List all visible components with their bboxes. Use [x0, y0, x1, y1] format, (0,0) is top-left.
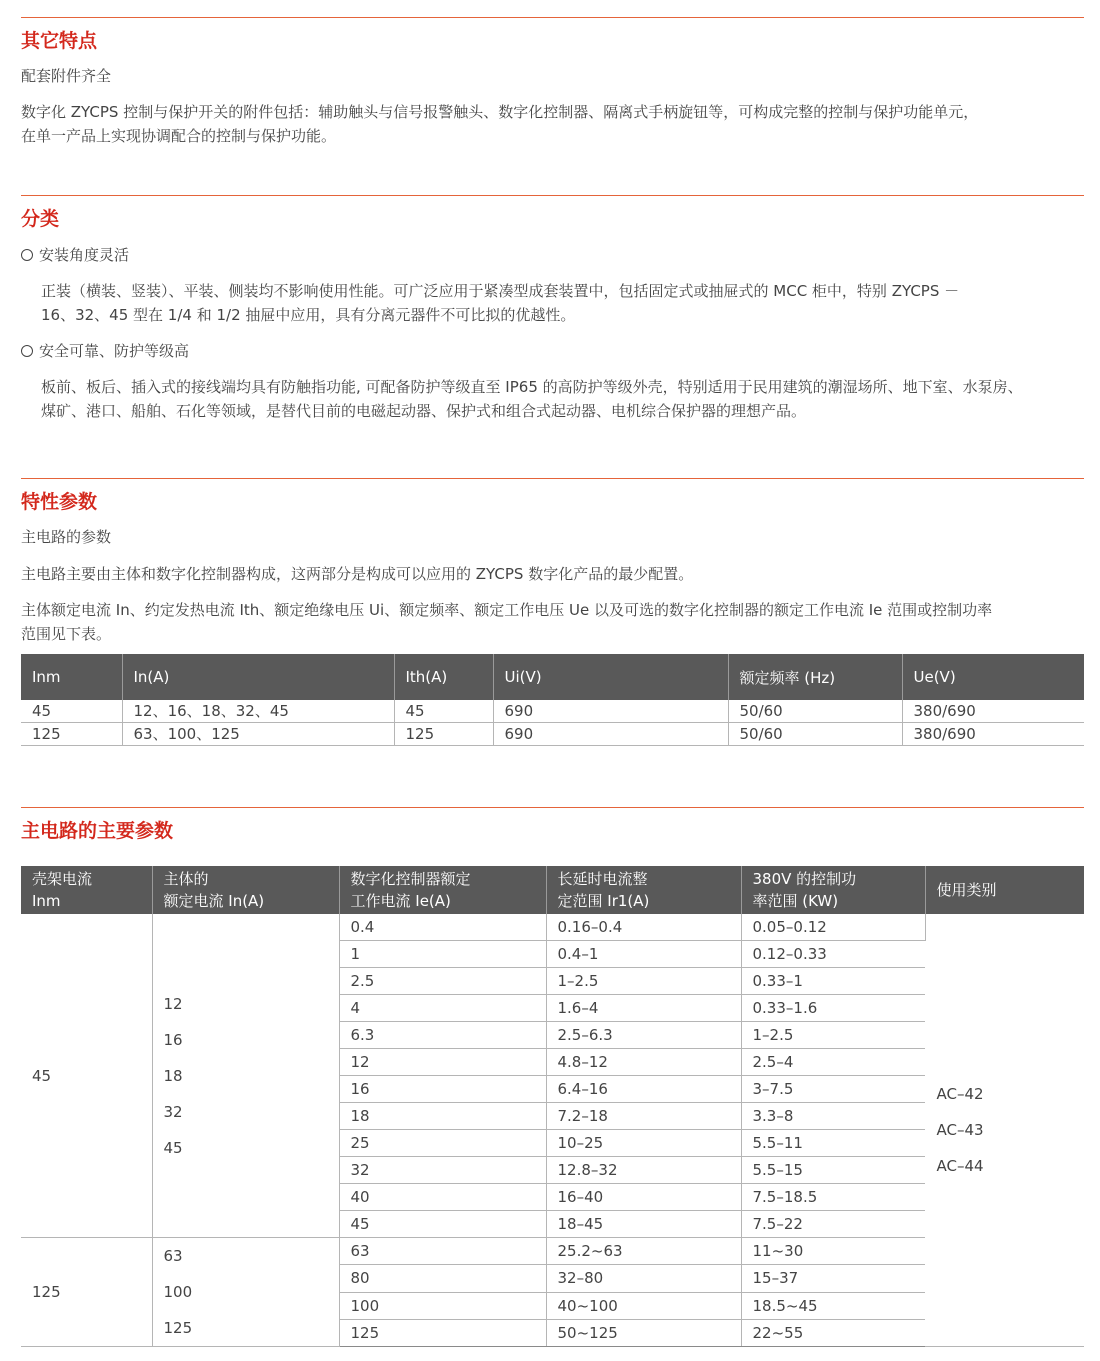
header-line: 定范围 Ir1(A) — [557, 892, 650, 910]
cell-utilization-category — [925, 914, 1084, 1347]
cell: 0.12–0.33 — [741, 941, 925, 968]
cell-body-rated-current — [152, 1238, 339, 1347]
cell: 18–45 — [546, 1211, 741, 1238]
cell: 2.5–4 — [741, 1049, 925, 1076]
cell: 100 — [339, 1292, 546, 1319]
parameters-table — [21, 654, 1084, 746]
section-title-main-params: 主电路的主要参数 — [21, 820, 174, 842]
cell: 0.4 — [339, 914, 546, 941]
cell: 50~125 — [546, 1319, 741, 1346]
header-control-power — [741, 866, 925, 914]
rated-current-value: 12 — [163, 994, 183, 1013]
rated-current-value: 100 — [163, 1283, 193, 1301]
paragraph-safety-1: 板前、板后、插入式的接线端均具有防触指功能, 可配备防护等级直至 IP65 的高防护等级外壳，特别适用于民用建筑的潮湿场所、地下室、水泵房、 — [41, 378, 1023, 396]
cell-frame-current: 125 — [21, 1238, 152, 1347]
table-row — [21, 1238, 1084, 1265]
cell: 0.05–0.12 — [741, 914, 925, 941]
cell: 3–7.5 — [741, 1076, 925, 1103]
cell: 40~100 — [546, 1292, 741, 1319]
header-ue: Ue(V) — [902, 654, 1084, 700]
bullet-install-angle — [21, 243, 129, 267]
header-line: 工作电流 Ie(A) — [350, 892, 451, 910]
category-value: AC–44 — [936, 1157, 984, 1175]
cell: 1–2.5 — [741, 1022, 925, 1049]
cell-body-rated-current — [152, 914, 339, 1238]
cell: 0.33–1 — [741, 968, 925, 995]
paragraph-accessories-1: 数字化 ZYCPS 控制与保护开关的附件包括：辅助触头与信号报警触头、数字化控制器、隔离式手柄旋钮等，可构成完整的控制与保护功能单元， — [21, 103, 979, 121]
section-divider — [21, 195, 1084, 196]
cell: 2.5 — [339, 968, 546, 995]
cell: 63、100、125 — [122, 723, 394, 746]
section-title-parameters: 特性参数 — [21, 491, 98, 513]
cell: 40 — [339, 1184, 546, 1211]
paragraph-ratings-1: 主体额定电流 In、约定发热电流 Ith、额定绝缘电压 Ui、额定频率、额定工作电压 Ue 以及可选的数字化控制器的额定工作电流 Ie 范围或控制功率 — [21, 601, 993, 619]
cell: 22~55 — [741, 1319, 925, 1346]
header-in: In(A) — [122, 654, 394, 700]
cell: 3.3–8 — [741, 1103, 925, 1130]
rated-current-value: 63 — [163, 1247, 183, 1265]
circle-bullet-icon — [21, 345, 33, 357]
cell: 32 — [339, 1157, 546, 1184]
cell: 5.5–15 — [741, 1157, 925, 1184]
header-line: 数字化控制器额定 — [350, 870, 471, 888]
cell: 1.6–4 — [546, 995, 741, 1022]
paragraph-main-circuit: 主电路主要由主体和数字化控制器构成，这两部分是构成可以应用的 ZYCPS 数字化产品的最少配置。 — [21, 565, 694, 583]
paragraph-safety-2: 煤矿、港口、船舶、石化等领域，是替代目前的电磁起动器、保护式和组合式起动器、电机综合保护器的理想产品。 — [41, 402, 807, 420]
cell: 15–37 — [741, 1265, 925, 1292]
cell: 0.33–1.6 — [741, 995, 925, 1022]
rated-current-value: 32 — [163, 1102, 183, 1121]
header-frequency: 额定频率 (Hz) — [728, 654, 902, 700]
header-ui: Ui(V) — [493, 654, 728, 700]
cell: 380/690 — [902, 700, 1084, 723]
cell: 12 — [339, 1049, 546, 1076]
header-ith: Ith(A) — [394, 654, 493, 700]
table-row — [21, 700, 1084, 723]
header-long-delay-range — [546, 866, 741, 914]
cell: 18.5~45 — [741, 1292, 925, 1319]
cell: 12.8–32 — [546, 1157, 741, 1184]
header-utilization-category: 使用类别 — [925, 866, 1084, 914]
circle-bullet-icon — [21, 249, 33, 261]
cell: 45 — [21, 700, 122, 723]
cell: 25 — [339, 1130, 546, 1157]
cell: 7.5–22 — [741, 1211, 925, 1238]
header-line: 壳架电流 — [32, 870, 93, 888]
subheading-accessories: 配套附件齐全 — [21, 67, 112, 85]
cell: 4 — [339, 995, 546, 1022]
cell: 10–25 — [546, 1130, 741, 1157]
category-value: AC–42 — [936, 1085, 984, 1103]
cell: 690 — [493, 723, 728, 746]
rated-current-value: 125 — [163, 1319, 193, 1337]
cell: 0.16–0.4 — [546, 914, 741, 941]
subheading-main-circuit: 主电路的参数 — [21, 528, 112, 546]
section-divider — [21, 17, 1084, 18]
bullet-safety — [21, 339, 189, 363]
cell: 45 — [394, 700, 493, 723]
cell: 7.2–18 — [546, 1103, 741, 1130]
bullet-label: 安装角度灵活 — [39, 246, 130, 264]
cell: 1–2.5 — [546, 968, 741, 995]
cell: 0.4–1 — [546, 941, 741, 968]
cell: 380/690 — [902, 723, 1084, 746]
paragraph-install-1: 正装（横装、竖装）、平装、侧装均不影响使用性能。可广泛应用于紧凑型成套装置中，包括固定式或抽屉式的 MCC 柜中，特别 ZYCPS － — [41, 282, 960, 300]
cell: 7.5–18.5 — [741, 1184, 925, 1211]
section-title-features: 其它特点 — [21, 30, 98, 52]
table-header-row — [21, 654, 1084, 700]
cell: 1 — [339, 941, 546, 968]
cell: 6.4–16 — [546, 1076, 741, 1103]
rated-current-value: 16 — [163, 1030, 183, 1049]
header-line: 长延时电流整 — [557, 870, 648, 888]
cell: 45 — [339, 1211, 546, 1238]
section-divider — [21, 807, 1084, 808]
cell: 50/60 — [728, 723, 902, 746]
cell: 50/60 — [728, 700, 902, 723]
cell-frame-current: 45 — [21, 914, 152, 1238]
header-line: Inm — [32, 892, 61, 910]
cell: 2.5–6.3 — [546, 1022, 741, 1049]
header-body-rated-current — [152, 866, 339, 914]
header-line: 额定电流 In(A) — [163, 892, 265, 910]
cell: 125 — [21, 723, 122, 746]
table-header-row — [21, 866, 1084, 914]
section-title-classification: 分类 — [21, 208, 60, 230]
table-row — [21, 723, 1084, 746]
cell: 80 — [339, 1265, 546, 1292]
cell: 690 — [493, 700, 728, 723]
paragraph-accessories-2: 在单一产品上实现协调配合的控制与保护功能。 — [21, 127, 337, 145]
header-line: 率范围 (KW) — [752, 892, 839, 910]
paragraph-ratings-2: 范围见下表。 — [21, 625, 112, 643]
section-divider — [21, 478, 1084, 479]
header-controller-current — [339, 866, 546, 914]
cell: 32–80 — [546, 1265, 741, 1292]
rated-current-value: 18 — [163, 1066, 183, 1085]
category-value: AC–43 — [936, 1121, 984, 1139]
table-row — [21, 914, 1084, 941]
header-inm: Inm — [21, 654, 122, 700]
rated-current-value: 45 — [163, 1138, 183, 1157]
cell: 16–40 — [546, 1184, 741, 1211]
main-parameters-table — [21, 866, 1084, 1347]
header-line: 主体的 — [163, 870, 209, 888]
cell: 12、16、18、32、45 — [122, 700, 394, 723]
cell: 25.2~63 — [546, 1238, 741, 1265]
bullet-label: 安全可靠、防护等级高 — [39, 342, 190, 360]
cell: 125 — [394, 723, 493, 746]
cell: 11~30 — [741, 1238, 925, 1265]
cell: 18 — [339, 1103, 546, 1130]
header-line: 380V 的控制功 — [752, 870, 857, 888]
cell: 63 — [339, 1238, 546, 1265]
header-frame-current — [21, 866, 152, 914]
cell: 6.3 — [339, 1022, 546, 1049]
cell: 16 — [339, 1076, 546, 1103]
cell: 125 — [339, 1319, 546, 1346]
cell: 5.5–11 — [741, 1130, 925, 1157]
cell: 4.8–12 — [546, 1049, 741, 1076]
paragraph-install-2: 16、32、45 型在 1/4 和 1/2 抽屉中应用，具有分离元器件不可比拟的优越性。 — [41, 306, 576, 324]
